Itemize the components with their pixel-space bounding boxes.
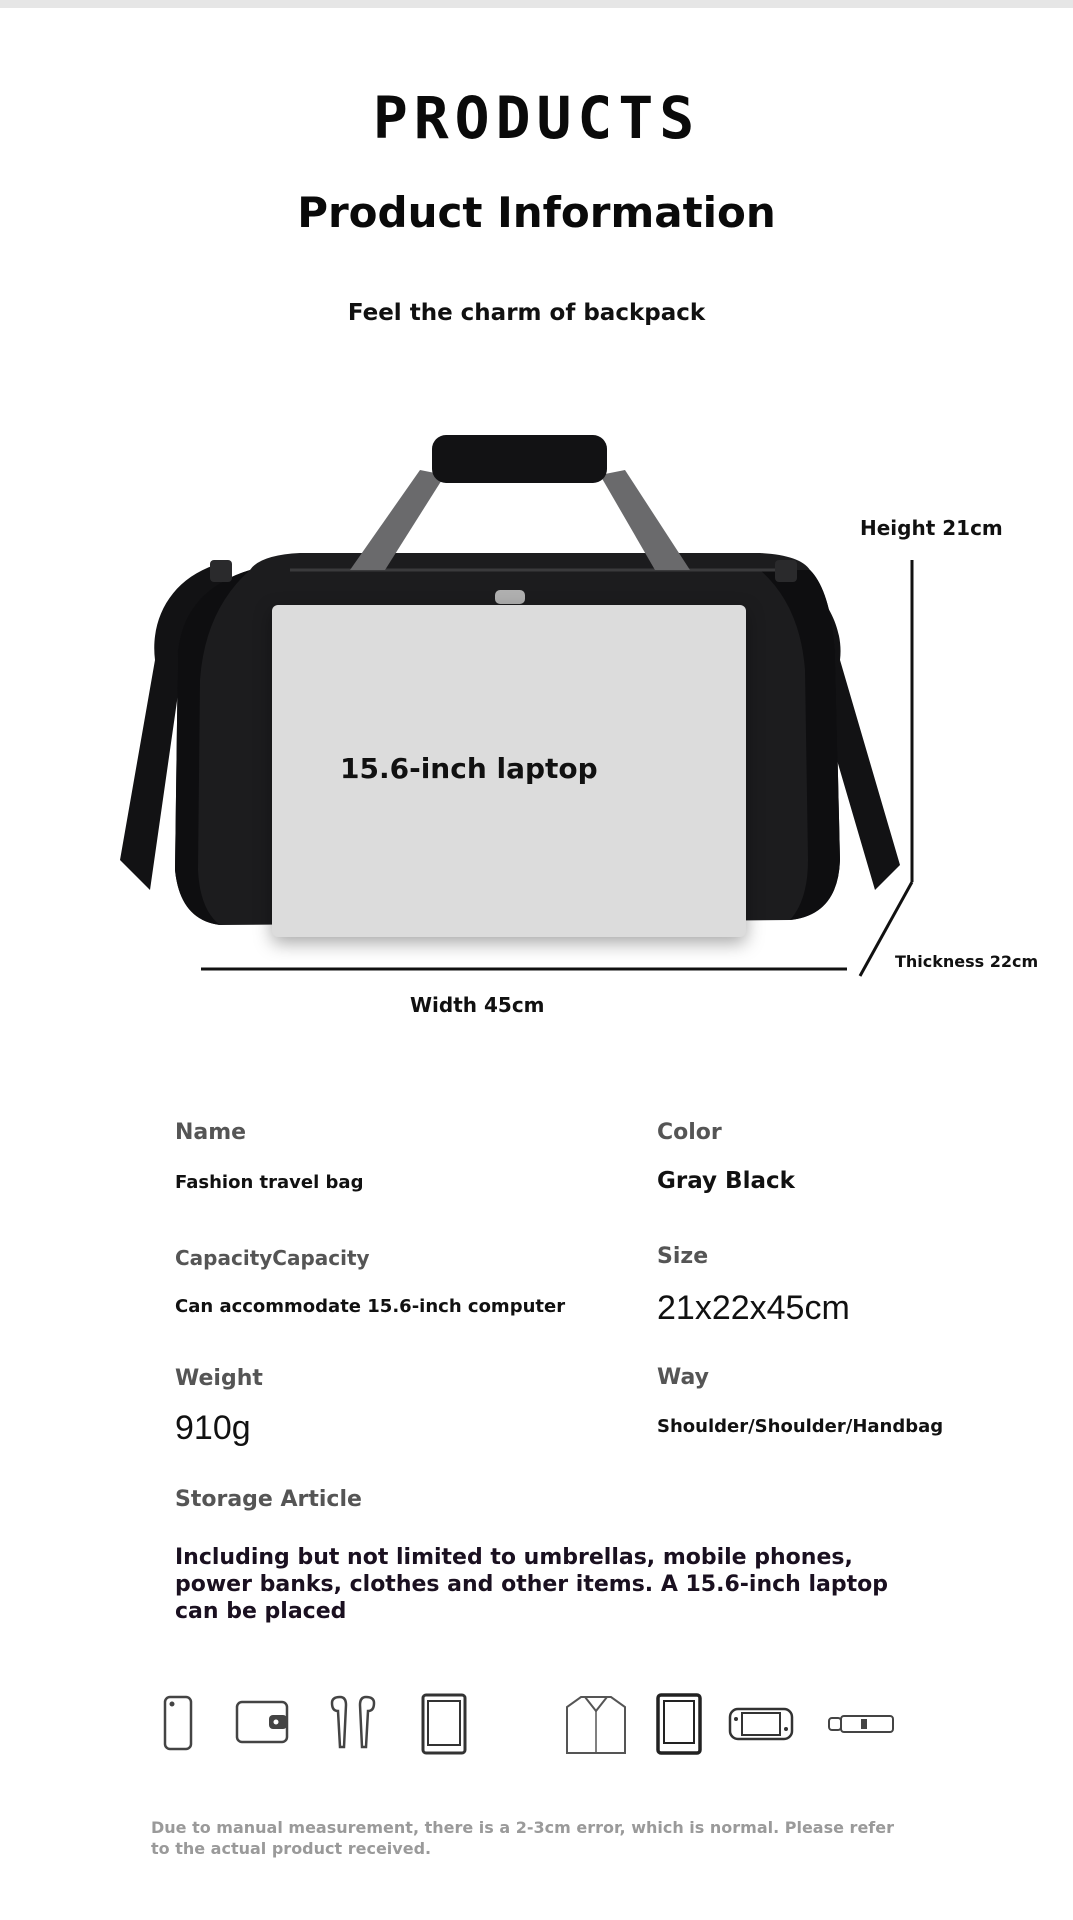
size-value: 21x22x45cm (657, 1289, 850, 1327)
laptop-label: 15.6-inch laptop (340, 752, 598, 785)
clothes-icon (563, 1695, 629, 1755)
color-value: Gray Black (657, 1168, 795, 1194)
buckle-right (775, 560, 797, 582)
handle-grip (432, 435, 607, 483)
width-label: Width 45cm (410, 993, 545, 1017)
weight-value: 910g (175, 1409, 251, 1447)
phone-icon (163, 1695, 193, 1751)
way-label: Way (657, 1365, 709, 1390)
tablet-icon (421, 1693, 467, 1755)
game-console-icon (728, 1707, 794, 1741)
color-label: Color (657, 1120, 722, 1145)
height-label: Height 21cm (860, 516, 1003, 540)
thickness-label: Thickness 22cm (895, 952, 1039, 971)
way-value: Shoulder/Shoulder/Handbag (657, 1416, 944, 1437)
page-subtitle: Product Information (297, 188, 776, 237)
tagline: Feel the charm of backpack (347, 300, 706, 326)
size-label: Size (657, 1244, 709, 1269)
measurement-note: Due to manual measurement, there is a 2-3cm error, which is normal. Please refer to the actual product received. (151, 1818, 894, 1858)
page-title: PRODUCTS (372, 84, 701, 152)
wallet-icon (235, 1700, 289, 1744)
buckle-left (210, 560, 232, 582)
name-label: Name (175, 1120, 247, 1145)
earbuds-icon (328, 1695, 378, 1751)
ereader-icon (656, 1693, 702, 1755)
weight-label: Weight (175, 1366, 263, 1391)
storage-label: Storage Article (175, 1487, 362, 1512)
capacity-value: Can accommodate 15.6-inch computer (175, 1296, 566, 1317)
top-divider (0, 0, 1073, 8)
storage-value: Including but not limited to umbrellas, mobile phones, power banks, clothes and other items. A 15.6-inch laptop can be placed (175, 1545, 888, 1624)
zipper-pull (495, 590, 525, 604)
capacity-label: CapacityCapacity (175, 1246, 370, 1270)
name-value: Fashion travel bag (175, 1172, 364, 1193)
power-bank-icon (827, 1714, 895, 1734)
